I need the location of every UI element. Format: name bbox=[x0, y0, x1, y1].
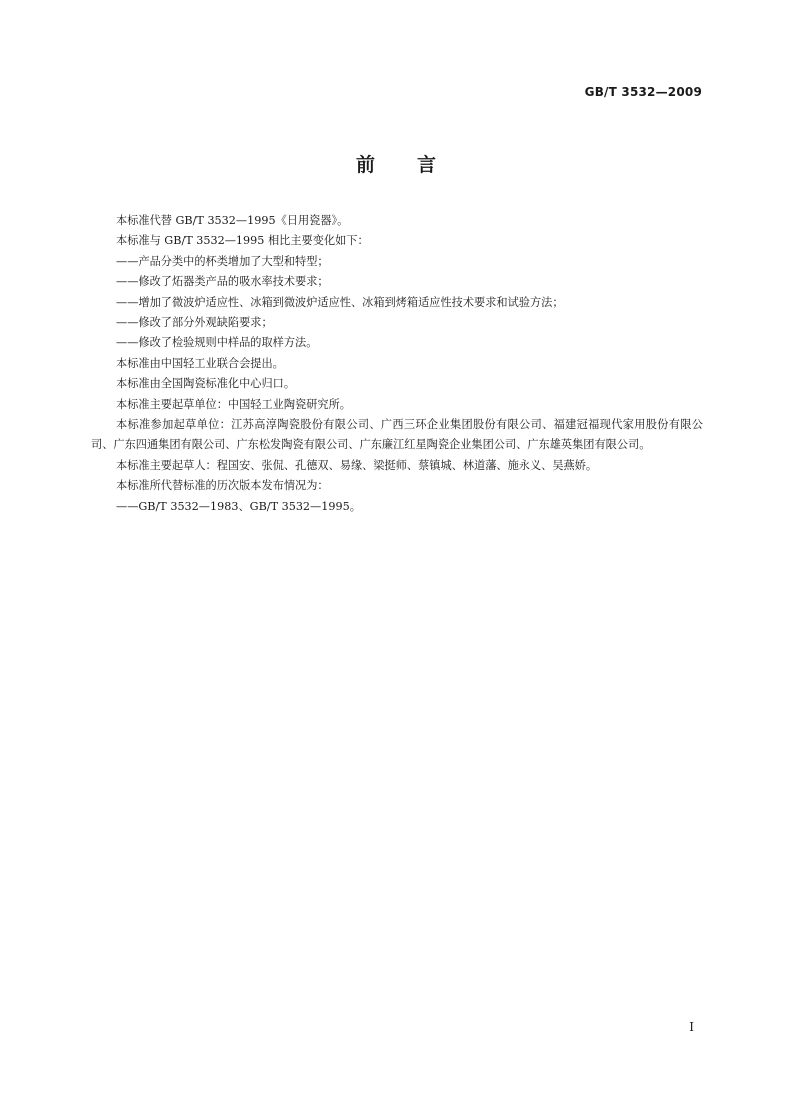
paragraph: 本标准参加起草单位：江苏高淳陶瓷股份有限公司、广西三环企业集团股份有限公司、福建冠福现代家用股份有限公司、广东四通集团有限公司、广东松发陶瓷有限公司、广东廉江红星陶瓷企业集团公司、广东雄英集团有限公司。 bbox=[91, 418, 703, 452]
paragraph: 本标准所代替标准的历次版本发布情况为： bbox=[116, 479, 329, 493]
paragraph: 本标准主要起草单位：中国轻工业陶瓷研究所。 bbox=[116, 397, 351, 411]
list-item: ——修改了检验规则中样品的取样方法。 bbox=[116, 336, 318, 350]
paragraph: 本标准与 GB/T 3532—1995 相比主要变化如下： bbox=[116, 234, 369, 248]
list-item: ——GB/T 3532—1983、GB/T 3532—1995。 bbox=[116, 499, 361, 513]
list-item: ——产品分类中的杯类增加了大型和特型； bbox=[116, 254, 329, 268]
paragraph: 本标准由全国陶瓷标准化中心归口。 bbox=[116, 377, 296, 391]
page-number: I bbox=[689, 1020, 694, 1034]
list-item: ——修改了炻器类产品的吸水率技术要求； bbox=[116, 275, 329, 289]
paragraph: 本标准代替 GB/T 3532—1995《日用瓷器》。 bbox=[116, 214, 349, 227]
standard-number: GB/T 3532—2009 bbox=[584, 85, 702, 99]
paragraph: 本标准主要起草人：程国安、张侃、孔德双、易缘、梁挺师、蔡镇城、林道藩、施永义、吴燕娇。 bbox=[116, 458, 598, 472]
foreword-body bbox=[91, 211, 703, 517]
page-title: 前言 bbox=[355, 154, 478, 176]
list-item: ——修改了部分外观缺陷要求； bbox=[116, 316, 273, 330]
paragraph: 本标准由中国轻工业联合会提出。 bbox=[116, 356, 284, 370]
list-item: ——增加了微波炉适应性、冰箱到微波炉适应性、冰箱到烤箱适应性技术要求和试验方法； bbox=[116, 295, 564, 309]
